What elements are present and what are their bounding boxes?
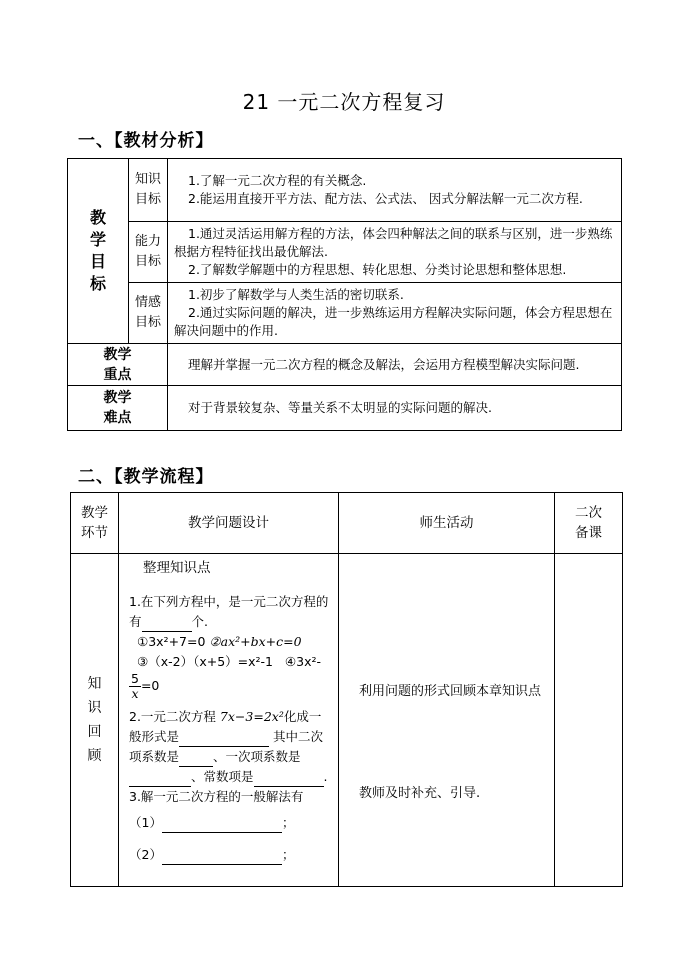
q2-blank-a (179, 752, 213, 767)
emotion-goal-content (168, 283, 622, 344)
stage-char: 识 (87, 700, 102, 716)
activity-cell (339, 554, 555, 887)
fraction-denominator: x (131, 686, 139, 701)
label-line: 知识 (134, 172, 161, 187)
label-line: 目标 (134, 254, 161, 269)
section-heading-process: 二、【教学流程】 (78, 467, 214, 487)
goal-line: 2.通过实际问题的解决，进一步熟练运用方程解决实际问题，体会方程思想在解决问题中的作用. (174, 305, 613, 338)
header-activity: 师生活动 (339, 493, 555, 554)
q3-item-number: （2） (129, 847, 162, 862)
teaching-goals-label (68, 159, 129, 344)
q3-blank-2 (162, 850, 282, 865)
question-1 (129, 592, 332, 632)
q2-equation: 7x−3=2x² (219, 709, 284, 724)
label-line: 情感 (134, 295, 161, 310)
stage-char: 回 (87, 724, 102, 740)
q2-blank-form (179, 732, 269, 747)
label-line: 能力 (134, 234, 161, 249)
label-line: 教学 (103, 390, 132, 406)
equation-3: ③（x-2）（x+5）=x²-1 (137, 654, 273, 669)
knowledge-goal-label (129, 159, 168, 222)
header-design: 教学问题设计 (119, 493, 339, 554)
goals-char-2: 学 (89, 230, 106, 249)
goal-line: 1.了解一元二次方程的有关概念. (188, 173, 367, 188)
q3-semicolon: ； (281, 847, 295, 862)
activity-line-2: 教师及时补充、引导. (359, 786, 481, 801)
question-3: 3.解一元二次方程的一般解法有 (129, 789, 304, 804)
label-line: 重点 (103, 366, 132, 383)
equation-4: ④3x²- (284, 654, 321, 669)
knowledge-goal-content (168, 159, 622, 222)
question-2 (129, 707, 332, 787)
process-table (70, 492, 623, 887)
ability-goal-content (168, 222, 622, 283)
q1-fraction-row (129, 672, 332, 701)
q2-text-e: 、常数项是 (191, 769, 254, 784)
label-line: 难点 (103, 410, 132, 426)
emotion-goal-label (129, 283, 168, 344)
section-heading-analysis: 一、【教材分析】 (78, 131, 214, 151)
fraction (129, 672, 141, 701)
q2-blank-c (254, 772, 324, 787)
goal-line: 1.通过灵活运用解方程的方法，体会四种解法之间的联系与区别，进一步熟练根据方程特征找出最优解法. (174, 226, 613, 259)
difficulty-content (168, 386, 622, 431)
key-point-text: 理解并掌握一元二次方程的概念及解法，会运用方程模型解决实际问题. (188, 356, 580, 372)
prep-cell (555, 554, 623, 887)
q2-text-f: . (323, 769, 328, 784)
goal-line: 2.能运用直接开平方法、配方法、公式法、 因式分解法解一元二次方程. (188, 191, 583, 206)
q3-item-number: （1） (129, 815, 162, 830)
q1-equations-row-2 (129, 652, 332, 672)
header-stage (71, 493, 119, 554)
q1-equations-row (129, 632, 332, 652)
fraction-tail: =0 (140, 678, 160, 693)
difficulty-text: 对于背景较复杂、等量关系不太明显的实际问题的解决. (188, 400, 492, 415)
ability-goal-label (129, 222, 168, 283)
goal-line: 1.初步了解数学与人类生活的密切联系. (188, 287, 404, 302)
stage-knowledge-review (71, 554, 119, 887)
q1-blank (142, 617, 192, 632)
q3-item-2 (129, 845, 332, 865)
goal-line: 2.了解数学解题中的方程思想、转化思想、分类讨论思想和整体思想. (188, 262, 567, 277)
difficulty-label (68, 386, 168, 431)
header-line: 备课 (575, 525, 602, 541)
goals-char-3: 目 (89, 252, 106, 271)
header-line: 环节 (81, 525, 108, 541)
fraction-numerator: 5 (131, 671, 139, 686)
label-line: 目标 (134, 315, 161, 330)
q2-text-c: 其中二次项系数是 (129, 729, 324, 764)
label-line: 教学 (103, 346, 132, 363)
key-point-content (168, 344, 622, 386)
equation-1: ①3x²+7=0 (137, 634, 206, 649)
label-line: 目标 (134, 192, 161, 207)
key-point-label (68, 344, 168, 386)
q2-text: 2.一元二次方程 (129, 709, 216, 724)
q3-item-1 (129, 813, 332, 833)
q2-text-b: 化成一般形式是 (129, 709, 322, 744)
q3-semicolon: ； (281, 815, 295, 830)
document-title: 21 一元二次方程复习 (242, 90, 446, 114)
q1-suffix: 个. (191, 614, 208, 629)
design-cell (119, 554, 339, 887)
goals-char-4: 标 (89, 274, 106, 293)
goals-char-1: 教 (89, 208, 106, 227)
q1-text: 1.在下列方程中，是一元二次方程的有 (129, 594, 329, 629)
header-line: 教学 (81, 505, 108, 521)
stage-char: 顾 (87, 748, 102, 764)
activity-line-1: 利用问题的形式回顾本章知识点 (359, 684, 542, 699)
q2-text-d: 、一次项系数是 (213, 749, 301, 764)
header-prep (555, 493, 623, 554)
stage-char: 知 (87, 676, 102, 692)
intro-text: 整理知识点 (143, 560, 211, 576)
q3-blank-1 (162, 818, 282, 833)
equation-2: ②ax²+bx+c=0 (209, 634, 302, 649)
analysis-table (67, 158, 622, 431)
header-line: 二次 (575, 505, 602, 521)
q2-blank-b (129, 772, 191, 787)
